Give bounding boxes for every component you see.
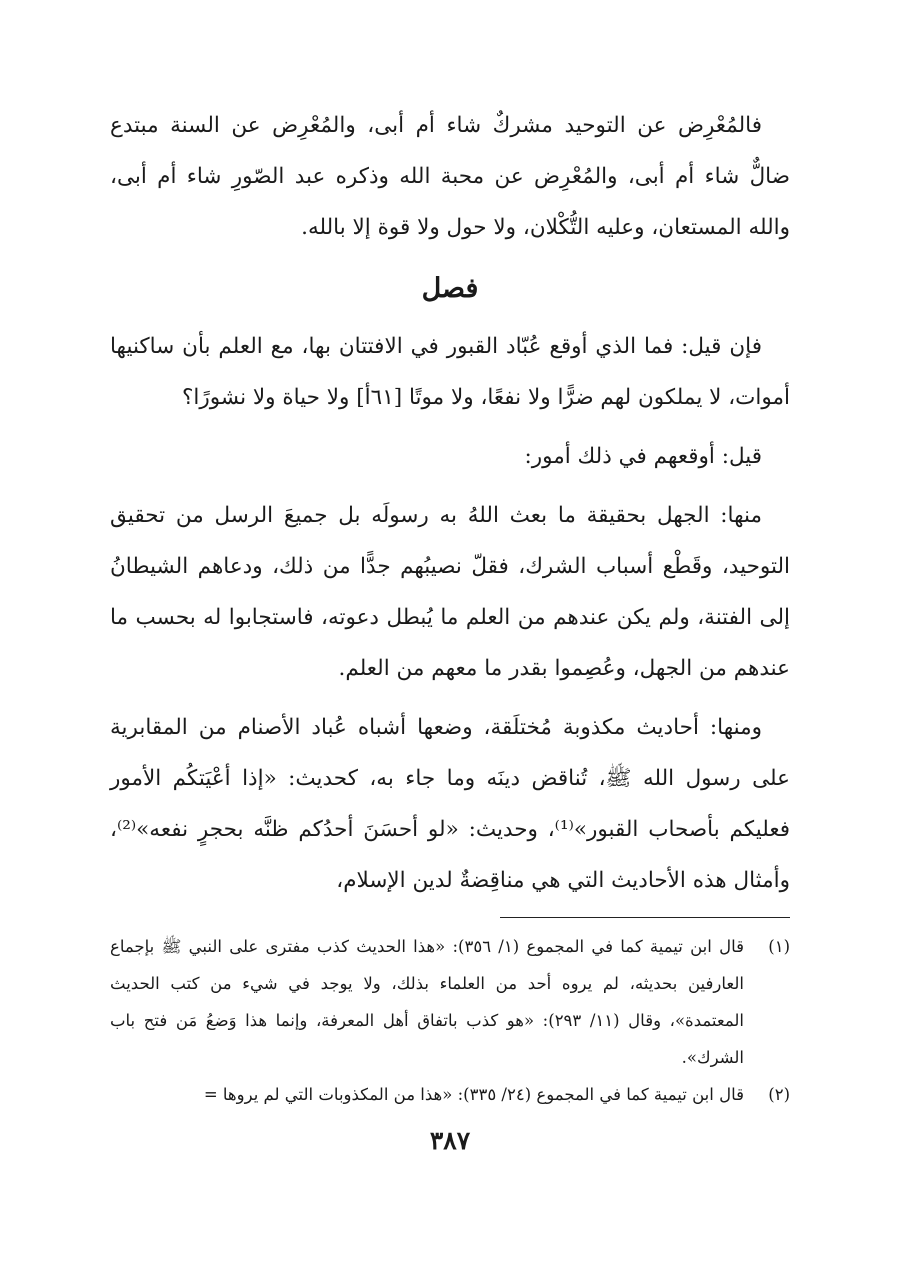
page-body (110, 100, 790, 906)
footnote-number: (٢) (768, 1085, 790, 1104)
footnote-divider (500, 917, 790, 918)
footnote-number: (١) (768, 937, 790, 956)
footnote-text: قال ابن تيمية كما في المجموع (٢٤/ ٣٣٥): «هذا من المكذوبات التي لم يروها = (203, 1085, 744, 1104)
footnotes (110, 928, 790, 1113)
paragraph-answer-intro: قيل: أوقعهم في ذلك أمور: (524, 444, 762, 469)
section-heading: فصل (421, 273, 479, 304)
footnote-text: قال ابن تيمية كما في المجموع (١/ ٣٥٦): «هذا الحديث كذب مفترى على النبي ﷺ بإجماع العارفين بحديثه، لم يروه أحد من العلماء بذلك، ولا يوجد في شيء من كتب الحديث المعتمدة»، وقال (١١/ ٢٩٣): «هو كذب باتفاق أهل المعرفة، وإنما هذا وَضعُ مَن فتح باب الشرك». (110, 937, 744, 1067)
paragraph-reason-ignorance: منها: الجهل بحقيقة ما بعث اللهُ به رسولَه بل جميعَ الرسل من تحقيق التوحيد، وقَطْع أسباب الشرك، فقلّ نصيبُهم جدًّا من ذلك، ودعاهم الشيطانُ إلى الفتنة، ولم يكن عندهم من العلم ما يُبطل دعوته، فاستجابوا له بحسب ما عندهم من الجهل، وعُصِموا بقدر ما معهم من العلم. (110, 503, 790, 681)
page-number: ٣٨٧ (429, 1126, 471, 1155)
footnote-item (110, 1076, 790, 1113)
paragraph-conclusion: فالمُعْرِض عن التوحيد مشركٌ شاء أم أبى، والمُعْرِض عن السنة مبتدع ضالٌّ شاء أم أبى، والمُعْرِض عن محبة الله وذكره عبد الصّورِ شاء أم أبى، والله المستعان، وعليه التُّكْلان، ولا حول ولا قوة إلا بالله. (110, 113, 790, 240)
paragraph-reason-fabricated-hadith: ومنها: أحاديث مكذوبة مُختلَقة، وضعها أشباه عُباد الأصنام من المقابرية على رسول الله ﷺ، تُناقض دينَه وما جاء به، كحديث: «إذا أعْيَتكُم الأمور فعليكم بأصحاب القبور»⁽¹⁾، وحديث: «لو أحسَنَ أحدُكم ظنَّه بحجرٍ نفعه»⁽²⁾، وأمثال هذه الأحاديث التي هي مناقِضةٌ لدين الإسلام، (110, 715, 790, 893)
footnote-item (110, 928, 790, 1076)
paragraph-question: فإن قيل: فما الذي أوقع عُبّاد القبور في الافتتان بها، مع العلم بأن ساكنيها أموات، لا يملكون لهم ضرًّا ولا نفعًا، ولا موتًا [٦١أ] ولا حياة ولا نشورًا؟ (110, 334, 790, 410)
